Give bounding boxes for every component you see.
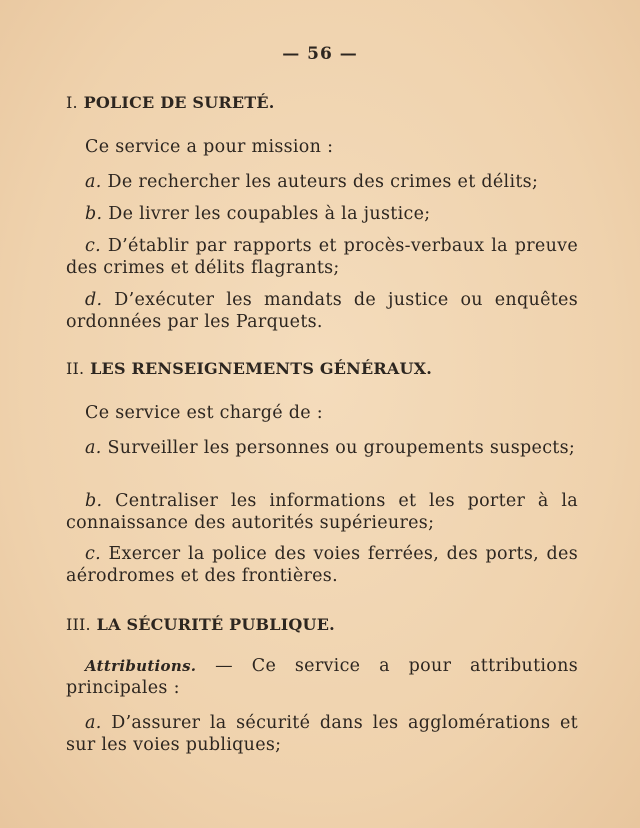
list-item bbox=[66, 171, 578, 193]
item-label: c. bbox=[85, 236, 101, 256]
section-number: III. bbox=[66, 615, 91, 634]
item-text: De livrer les coupables à la justice; bbox=[108, 204, 431, 224]
item-label: a. bbox=[85, 172, 102, 192]
item-text: D’établir par rapports et procès-verbaux la preuve des crimes et délits flagrants; bbox=[66, 236, 578, 278]
section-heading-securite-publique bbox=[66, 615, 335, 634]
item-text: Exercer la police des voies ferrées, des ports, des aérodromes et des frontières. bbox=[66, 544, 578, 586]
item-label: c. bbox=[85, 544, 101, 564]
list-item bbox=[66, 289, 578, 333]
list-item bbox=[66, 543, 578, 587]
list-item bbox=[66, 437, 578, 459]
section-title: LA SÉCURITÉ PUBLIQUE. bbox=[96, 615, 335, 634]
item-label: a. bbox=[85, 713, 102, 733]
list-item bbox=[66, 490, 578, 534]
section-title: LES RENSEIGNEMENTS GÉNÉRAUX. bbox=[90, 359, 433, 378]
item-text: De rechercher les auteurs des crimes et délits; bbox=[107, 172, 539, 192]
section-number: I. bbox=[66, 93, 78, 112]
item-text: Surveiller les personnes ou groupements suspects; bbox=[107, 438, 576, 458]
section-heading-police-de-surete bbox=[66, 93, 275, 112]
section-intro bbox=[66, 655, 578, 699]
item-text: Centraliser les informations et les porter à la connaissance des autorités supérieures; bbox=[66, 491, 578, 533]
intro-text: — Ce service a pour attributions principales : bbox=[66, 656, 578, 698]
item-label: b. bbox=[85, 204, 103, 224]
list-item bbox=[66, 712, 578, 756]
item-label: b. bbox=[85, 491, 103, 511]
item-text: D’assurer la sécurité dans les agglomérations et sur les voies publiques; bbox=[66, 713, 578, 755]
section-title: POLICE DE SURETÉ. bbox=[83, 93, 275, 112]
attributions-label: Attributions. bbox=[85, 657, 197, 675]
item-label: d. bbox=[85, 290, 103, 310]
section-intro: Ce service est chargé de : bbox=[85, 403, 323, 423]
item-label: a. bbox=[85, 438, 102, 458]
section-number: II. bbox=[66, 359, 85, 378]
list-item bbox=[66, 203, 578, 225]
section-heading-renseignements-generaux bbox=[66, 359, 432, 378]
list-item bbox=[66, 235, 578, 279]
section-intro: Ce service a pour mission : bbox=[85, 137, 334, 157]
item-text: D’exécuter les mandats de justice ou enquêtes ordonnées par les Parquets. bbox=[66, 290, 578, 332]
page-number: — 56 — bbox=[282, 44, 358, 64]
